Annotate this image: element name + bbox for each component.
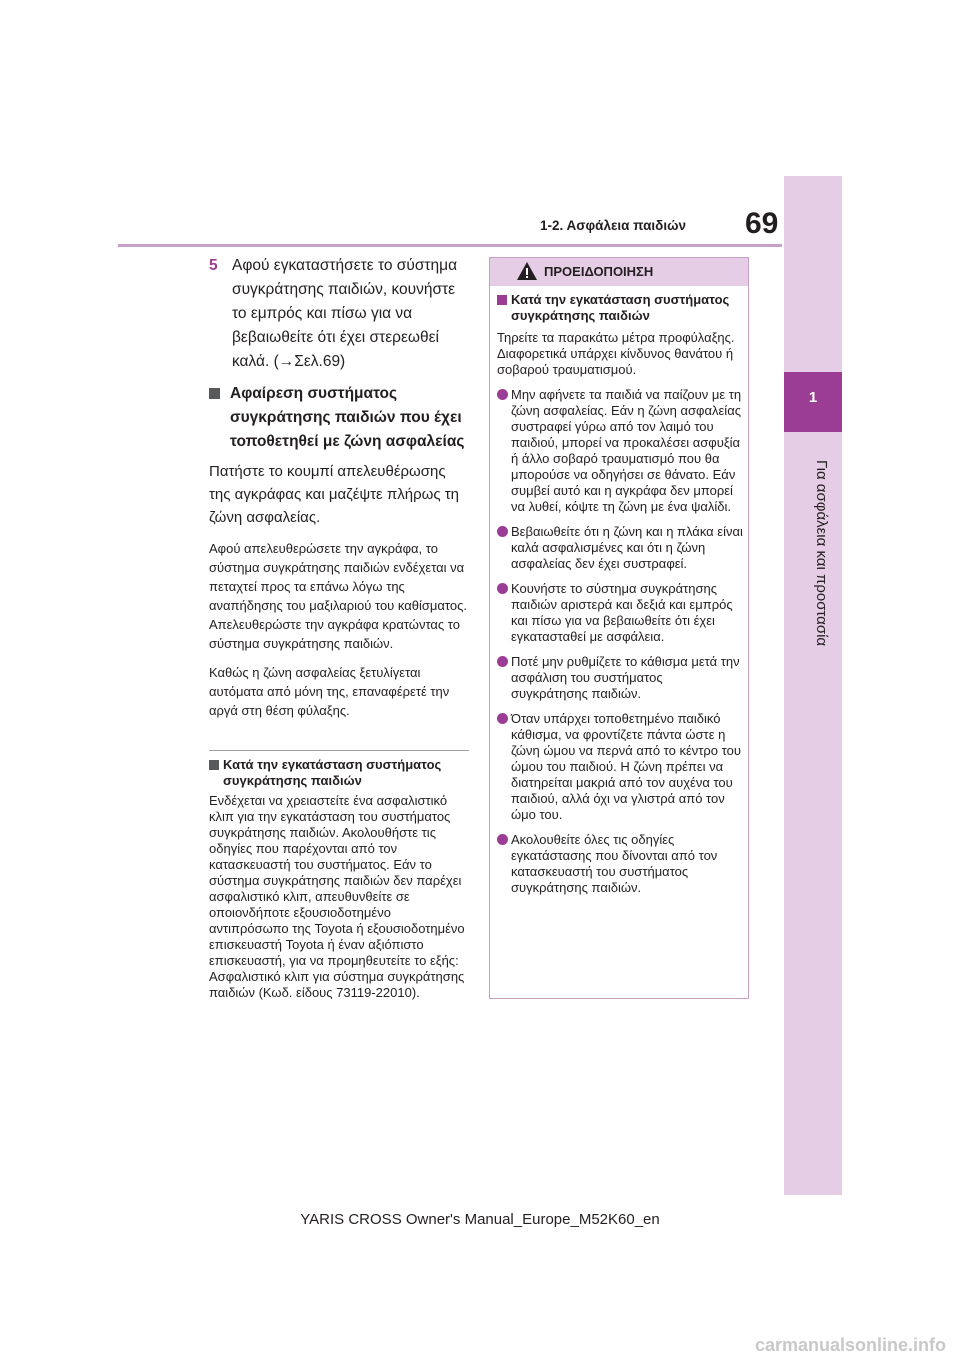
watermark: carmanualsonline.info <box>755 1335 947 1355</box>
chapter-number: 1 <box>808 389 818 406</box>
warning-bullet: Κουνήστε το σύστημα συγκράτησης παιδιών αριστερά και δεξιά και εμπρός και πίσω για να βεβαιωθείτε ότι έχει εγκατασταθεί με ασφάλεια. <box>497 581 743 645</box>
bullet-dot-icon <box>497 713 508 724</box>
chapter-title: Για ασφάλεια και προστασία <box>813 460 830 647</box>
removal-heading: Αφαίρεση συστήματος συγκράτησης παιδιών που έχει τοποθετηθεί με ζώνη ασφαλείας <box>209 382 469 454</box>
warning-bullet: Βεβαιωθείτε ότι η ζώνη και η πλάκα είναι καλά ασφαλισμένες και ότι η ζώνη ασφαλείας δεν έχει συστραφεί. <box>497 524 743 572</box>
removal-instruction: Πατήστε το κουμπί απελευθέρωσης της αγκράφας και μαζέψτε πλήρως τη ζώνη ασφαλείας. <box>209 463 460 526</box>
removal-note-2: Καθώς η ζώνη ασφαλείας ξετυλίγεται αυτόματα από μόνη της, επαναφέρετέ την αργά στη θέση φύλαξης. <box>209 665 450 718</box>
warning-bullet: Ακολουθείτε όλες τις οδηγίες εγκατάστασης που δίνονται από τον κατασκευαστή του συστήματος συγκράτησης παιδιών. <box>497 832 743 896</box>
square-bullet-icon <box>209 760 219 770</box>
bullet-dot-icon <box>497 526 508 537</box>
bullet-dot-icon <box>497 656 508 667</box>
header-divider <box>118 244 782 247</box>
warning-triangle-icon <box>516 261 538 281</box>
warning-intro-2: Διαφορετικά υπάρχει κίνδυνος θανάτου ή σοβαρού τραυματισμού. <box>497 346 734 377</box>
note-body: Ενδέχεται να χρειαστείτε ένα ασφαλιστικό κλιπ για την εγκατάσταση του συστήματος συγκράτησης παιδιών. Ακολουθήστε τις οδηγίες που παρέχονται από τον κατασκευαστή του συστήματος. Εάν το σύστημα συγκράτησης παιδιών δεν παρέχει ασφαλιστικό κλιπ, απευθυνθείτε σε οποιονδήποτε εξουσιοδοτημένο αντιπρόσωπο της Toyota ή εξουσιοδοτημένο επισκευαστή Toyota ή έναν αξιόπιστο επισκευαστή, για να προμηθευτείτε το εξής: Ασφαλιστικό κλιπ για σύστημα συγκράτησης παιδιών (Κωδ. είδους 73119-22010). <box>209 793 465 1000</box>
square-bullet-icon <box>497 295 507 305</box>
note-heading: Κατά την εγκατάσταση συστήματος συγκράτησης παιδιών <box>209 757 469 789</box>
warning-intro-1: Τηρείτε τα παρακάτω μέτρα προφύλαξης. <box>497 330 735 345</box>
warning-bullet: Μην αφήνετε τα παιδιά να παίζουν με τη ζώνη ασφαλείας. Εάν η ζώνη ασφαλείας συστραφεί γύρω από τον λαιμό του παιδιού, μπορεί να προκαλέσει ασφυξία ή άλλο σοβαρό τραυματισμό που θα μπορούσε να οδηγήσει σε θάνατο. Εάν συμβεί αυτό και η αγκράφα δεν μπορεί να λυθεί, κόψτε τη ζώνη με ένα ψαλίδι. <box>497 387 743 515</box>
step-5 <box>209 254 469 374</box>
page-footer: YARIS CROSS Owner's Manual_Europe_M52K60_en <box>300 1211 660 1228</box>
removal-note-1: Αφού απελευθερώσετε την αγκράφα, το σύστημα συγκράτησης παιδιών ενδέχεται να πεταχτεί προς τα επάνω λόγω της αναπήδησης του μαξιλαριού του καθίσματος. Απελευθερώστε την αγκράφα κρατώντας το σύστημα συγκράτησης παιδιών. <box>209 541 467 651</box>
warning-title: ΠΡΟΕΙΔΟΠΟΙΗΣΗ <box>544 264 654 279</box>
step-number: 5 <box>209 257 218 274</box>
warning-content <box>497 292 743 896</box>
bullet-dot-icon <box>497 583 508 594</box>
warning-bullet: Όταν υπάρχει τοποθετημένο παιδικό κάθισμα, να φροντίζετε πάντα ώστε η ζώνη ώμου να περνά από το κέντρο του ώμου του παιδιού. Η ζώνη πρέπει να διατηρείται μακριά από τον αυχένα του παιδιού, αλλά όχι να γλιστρά από τον ώμο του. <box>497 711 743 823</box>
chapter-side-tab <box>784 176 842 1195</box>
bullet-dot-icon <box>497 389 508 400</box>
section-title: 1-2. Ασφάλεια παιδιών <box>540 218 687 233</box>
warning-bullet: Ποτέ μην ρυθμίζετε το κάθισμα μετά την ασφάλιση του συστήματος συγκράτησης παιδιών. <box>497 654 743 702</box>
bullet-dot-icon <box>497 834 508 845</box>
warning-heading: Κατά την εγκατάσταση συστήματος συγκράτησης παιδιών <box>497 292 743 324</box>
step-text: Αφού εγκαταστήσετε το σύστημα συγκράτησης παιδιών, κουνήστε το εμπρός και πίσω για να βεβαιωθείτε ότι έχει στερεωθεί καλά. (→Σελ.69) <box>232 257 458 370</box>
square-bullet-icon <box>209 388 220 399</box>
installation-note <box>209 757 469 1001</box>
left-column <box>209 254 469 720</box>
page-number: 69 <box>745 207 779 240</box>
note-divider <box>209 750 469 751</box>
